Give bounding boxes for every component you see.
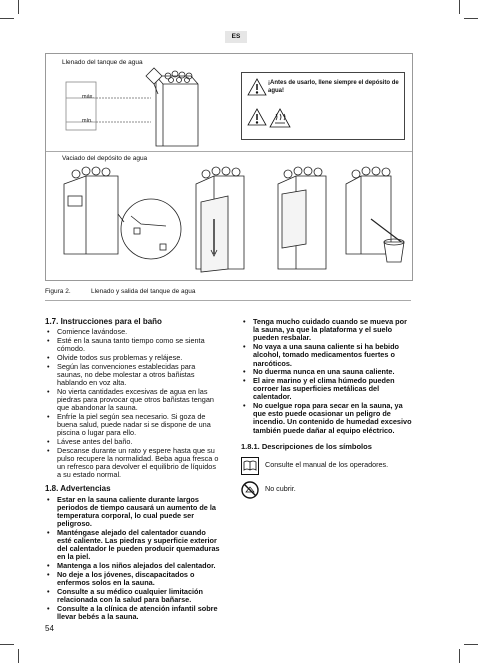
symbol-manual [241, 457, 413, 477]
list-item: • Estar en la sauna caliente durante largos periodos de tiempo causará un aumento de la temperatura corporal, lo cual puede ser peligroso. [45, 496, 220, 529]
list-item: • Tenga mucho cuidado cuando se mueva por la sauna, ya que la plataforma y el suelo pueden resbalar. [241, 318, 413, 343]
caption-text: Llenado y salida del tanque de agua [91, 288, 196, 295]
list-item: • No vaya a una sauna caliente si ha bebido alcohol, tomado medicamentos fuertes o narcóticos. [241, 343, 413, 368]
caption-divider [45, 300, 411, 301]
list-item: • Olvide todos sus problemas y relájese. [45, 354, 220, 362]
crop-mark [0, 644, 14, 645]
warnings-title: 1.8. Advertencias [45, 484, 111, 494]
instructions-title: 1.7. Instrucciones para el baño [45, 317, 162, 326]
crop-mark [18, 0, 19, 14]
list-item: • Comience lavándose. [45, 328, 220, 336]
min-level-label: mín. [82, 118, 93, 124]
warnings-list-continued [241, 318, 413, 435]
list-item: • Consulte a su médico cualquier limitación relacionada con la salud para bañarse. [45, 588, 220, 604]
page-number: 54 [45, 624, 54, 633]
crop-mark [464, 18, 478, 19]
language-tab: ES [225, 31, 247, 43]
figure-panel [45, 53, 413, 281]
instructions-list [45, 328, 220, 479]
list-item: • Consulte a la clínica de atención infantil sobre llevar bebés a la sauna. [45, 605, 220, 621]
list-item: • Descanse durante un rato y espere hasta que su pulso recupere la normalidad. Beba agua fresca o un refresco para devolver el equilibrio de líquidos a su estado normal. [45, 447, 220, 480]
caption-number: Figura 2. [45, 288, 71, 295]
no-cover-icon [241, 481, 259, 499]
figure-caption [45, 288, 195, 295]
list-item: • Manténgase alejado del calentador cuando esté caliente. Las piedras y superficie exterior del calentador le pueden producir quemaduras en la piel. [45, 529, 220, 562]
fill-section-title: Llenado del tanque de agua [62, 59, 143, 66]
crop-mark [0, 18, 14, 19]
crop-mark [18, 649, 19, 663]
list-item: • No vierta cantidades excesivas de agua en las piedras para provocar que otros bañistas tengan que abandonar la sauna. [45, 388, 220, 413]
list-item: • El aire marino y el clima húmedo pueden corroer las superficies metálicas del calentador. [241, 377, 413, 402]
list-item: • Según las convenciones establecidas para saunas, no debe molestar a otros bañistas hablando en voz alta. [45, 363, 220, 388]
list-item: • No cuelgue ropa para secar en la sauna, ya que esto puede ocasionar un peligro de incendio. Un contenido de humedad excesivo también puede dañar al equipo eléctrico. [241, 402, 413, 435]
list-item: • Mantenga a los niños alejados del calentador. [45, 562, 220, 570]
warnings-list [45, 496, 220, 622]
symbol-no-cover-label: No cubrir. [265, 484, 296, 494]
warning-text: ¡Antes de usarlo, llene siempre el depósito de agua! [268, 80, 399, 94]
symbols-title: 1.8.1. Descripciones de los símbolos [241, 441, 372, 451]
list-item: • No deje a los jóvenes, discapacitados o enfermos solos en la sauna. [45, 571, 220, 587]
warning-box [241, 72, 405, 140]
max-level-label: máx. [82, 94, 94, 100]
book-icon [241, 457, 259, 475]
list-item: • Enfríe la piel según sea necesario. Si goza de buena salud, puede nadar si se dispone de una piscina o lugar para ello. [45, 413, 220, 438]
drain-section-title: Vaciado del depósito de agua [62, 155, 148, 162]
symbol-manual-label: Consulte el manual de los operadores. [265, 460, 389, 470]
list-item: • Lávese antes del baño. [45, 438, 220, 446]
symbol-no-cover [241, 481, 413, 501]
list-item: • No duerma nunca en una sauna caliente. [241, 368, 413, 376]
crop-mark [459, 649, 460, 663]
crop-mark [464, 644, 478, 645]
figure-divider [46, 151, 412, 152]
crop-mark [459, 0, 460, 14]
list-item: • Esté en la sauna tanto tiempo como se sienta cómodo. [45, 337, 220, 353]
left-column [45, 318, 220, 622]
right-column [241, 318, 413, 505]
